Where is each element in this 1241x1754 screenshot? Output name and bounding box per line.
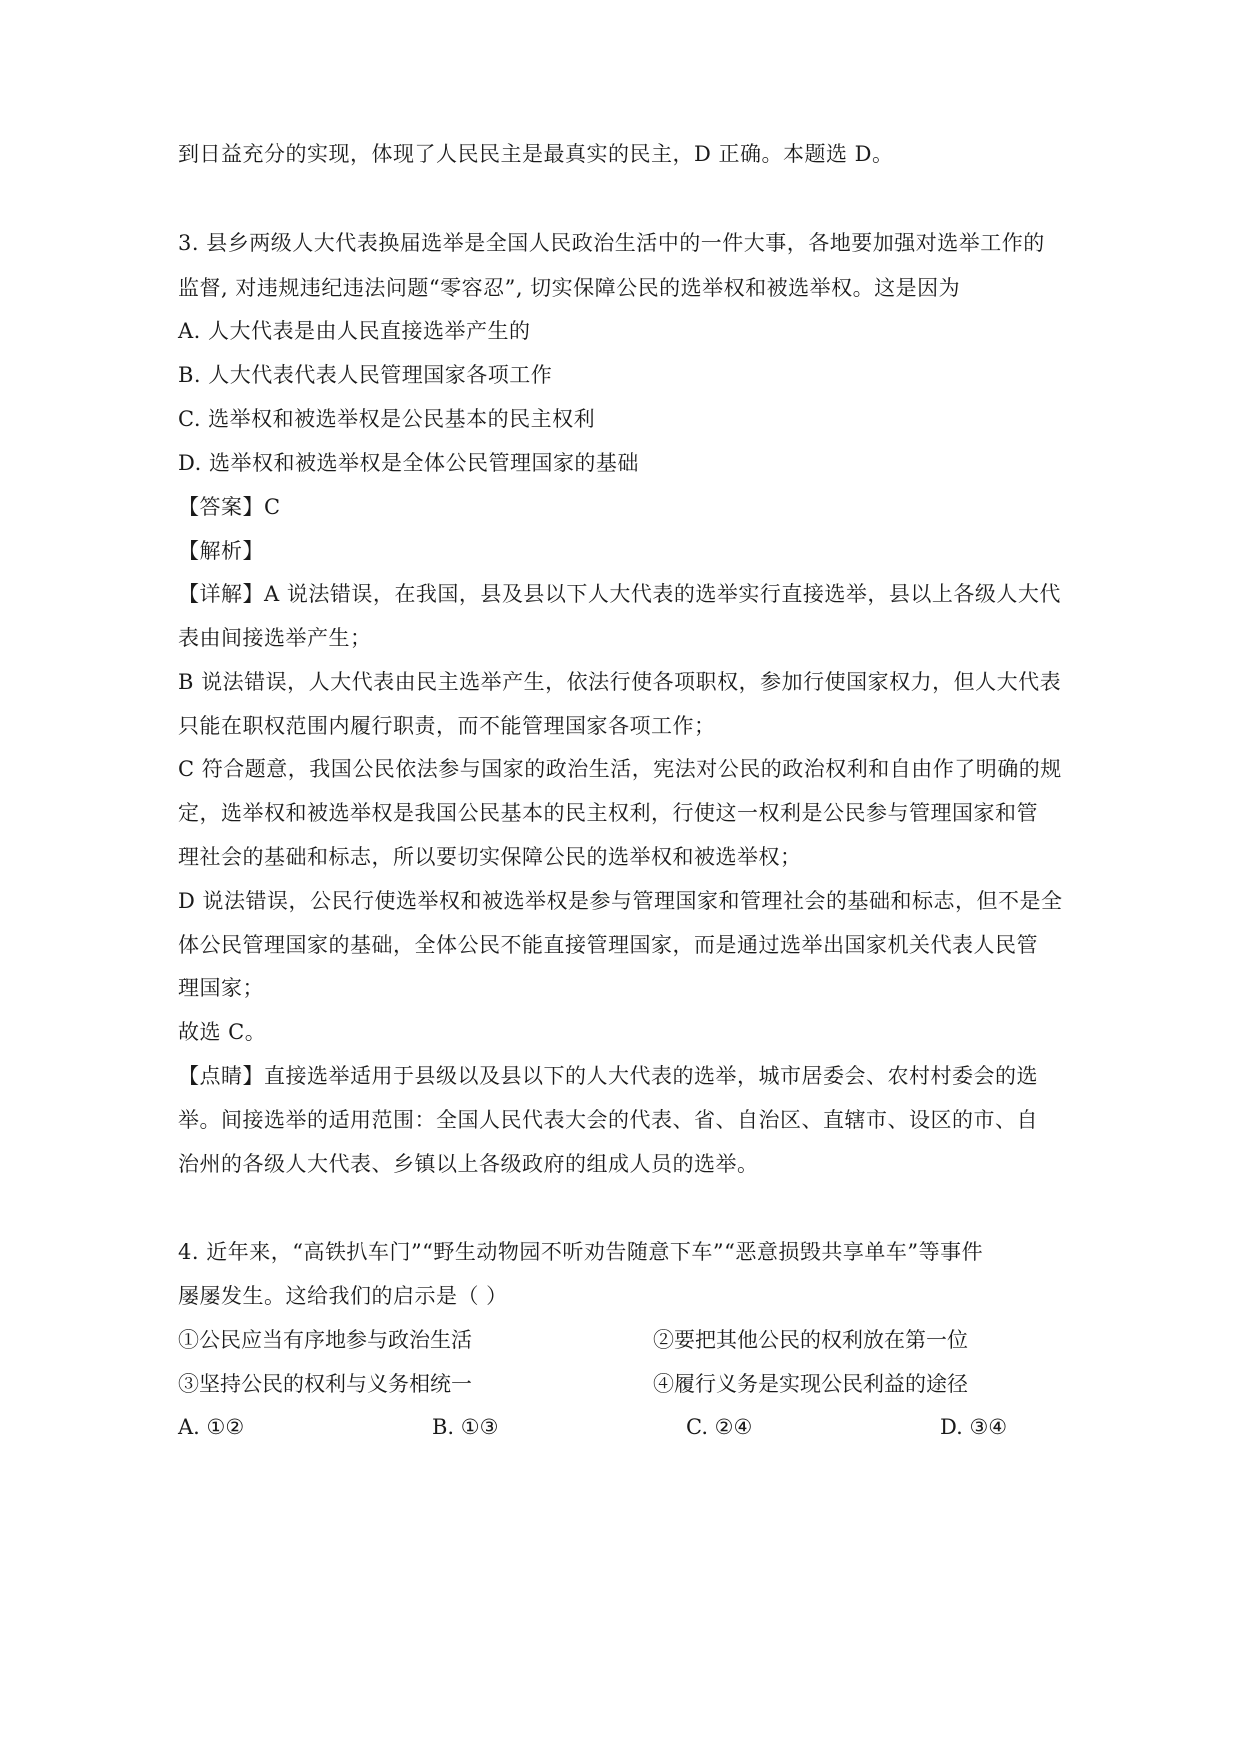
q3-detail-line-2: 表由间接选举产生； (178, 626, 372, 650)
q3-detail-line-11: 故选 C。 (178, 1020, 267, 1044)
q4-item-3: ③坚持公民的权利与义务相统一 (178, 1372, 472, 1396)
q4-option-b: B. ①③ (432, 1415, 499, 1439)
q3-option-a: A. 人大代表是由人民直接选举产生的 (178, 319, 531, 343)
q3-stem-line-2: 监督, 对违规违纪违法问题“零容忍”, 切实保障公民的选举权和被选举权。这是因为 (178, 276, 961, 300)
q3-detail-line-3: B 说法错误，人大代表由民主选举产生，依法行使各项职权，参加行使国家权力，但人大代表 (178, 670, 1062, 694)
q3-detail-line-7: 理社会的基础和标志，所以要切实保障公民的选举权和被选举权； (178, 845, 802, 869)
q4-item-1: ①公民应当有序地参与政治生活 (178, 1328, 472, 1352)
q4-stem-line-2: 屡屡发生。这给我们的启示是（ ） (178, 1284, 508, 1308)
q4-item-2: ②要把其他公民的权利放在第一位 (653, 1328, 968, 1352)
previous-answer-tail: 到日益充分的实现，体现了人民民主是最真实的民主，D 正确。本题选 D。 (178, 142, 894, 166)
q3-tip-line-1: 【点睛】直接选举适用于县级以及县以下的人大代表的选举，城市居委会、农村村委会的选 (178, 1064, 1038, 1088)
q3-answer: 【答案】C (178, 495, 281, 519)
q3-option-c: C. 选举权和被选举权是公民基本的民主权利 (178, 407, 596, 431)
q4-stem-line-1: 4. 近年来，“高铁扒车门”“野生动物园不听劝告随意下车”“恶意损毁共享单车”等事件 (178, 1240, 984, 1264)
q3-option-d: D. 选举权和被选举权是全体公民管理国家的基础 (178, 451, 639, 475)
q4-option-c: C. ②④ (686, 1415, 753, 1439)
q3-detail-line-6: 定，选举权和被选举权是我国公民基本的民主权利，行使这一权利是公民参与管理国家和管 (178, 801, 1038, 825)
q3-analysis-label: 【解析】 (178, 539, 264, 563)
q4-option-a: A. ①② (178, 1415, 245, 1439)
q4-option-d: D. ③④ (940, 1415, 1008, 1439)
q4-item-4: ④履行义务是实现公民利益的途径 (653, 1372, 968, 1396)
q3-detail-line-9: 体公民管理国家的基础，全体公民不能直接管理国家，而是通过选举出国家机关代表人民管 (178, 933, 1038, 957)
q3-detail-line-5: C 符合题意，我国公民依法参与国家的政治生活，宪法对公民的政治权利和自由作了明确的规 (178, 757, 1062, 781)
q3-detail-line-8: D 说法错误，公民行使选举权和被选举权是参与管理国家和管理社会的基础和标志，但不是全 (178, 889, 1063, 913)
q3-detail-line-1: 【详解】A 说法错误，在我国，县及县以下人大代表的选举实行直接选举，县以上各级人大代 (178, 582, 1061, 606)
q3-tip-line-3: 治州的各级人大代表、乡镇以上各级政府的组成人员的选举。 (178, 1152, 759, 1176)
q3-option-b: B. 人大代表代表人民管理国家各项工作 (178, 363, 553, 387)
q3-detail-line-4: 只能在职权范围内履行职责，而不能管理国家各项工作； (178, 714, 716, 738)
q3-tip-line-2: 举。间接选举的适用范围：全国人民代表大会的代表、省、自治区、直辖市、设区的市、自 (178, 1108, 1038, 1132)
q3-detail-line-10: 理国家； (178, 976, 264, 1000)
q3-stem-line-1: 3. 县乡两级人大代表换届选举是全国人民政治生活中的一件大事，各地要加强对选举工作的 (178, 231, 1045, 255)
